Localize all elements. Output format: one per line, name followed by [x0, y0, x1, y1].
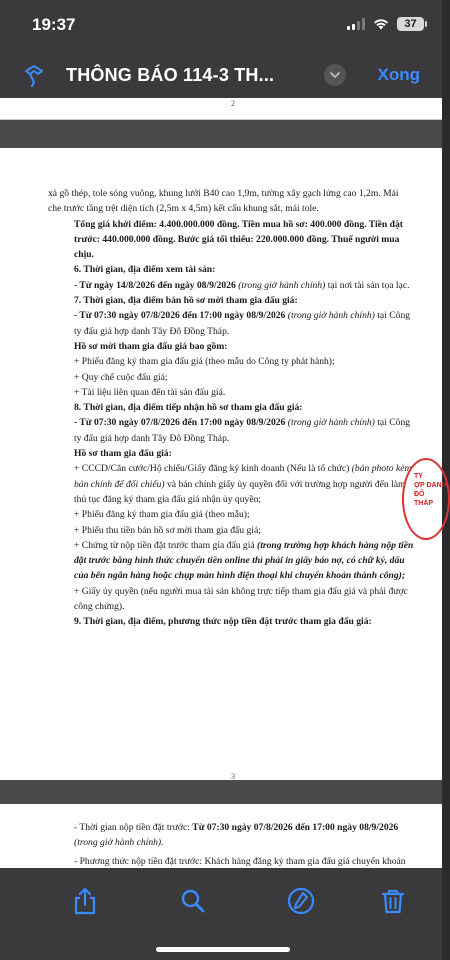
pdf-page-3	[0, 148, 447, 781]
pdf-page-2	[0, 98, 442, 120]
back-logo-icon[interactable]	[20, 62, 48, 90]
done-button[interactable]: Xong	[377, 65, 420, 84]
home-indicator	[156, 947, 290, 952]
paragraph-deposit-method: - Phương thức nộp tiền đặt trước: Khách hàng đăng ký tham gia đấu giá chuyển khoản	[74, 855, 406, 867]
list-item: + Chứng từ nộp tiền đặt trước tham gia đấu giá (trong trường hợp khách hàng nộp tiền đặt trước bằng hình thức chuyển tiền online thì phải in giấy báo nợ, có chữ ký, dấu của bên ngân hàng hoặc chụp màn hình điện thoại khi chuyển khoản thành công);	[74, 539, 414, 582]
markup-icon[interactable]	[286, 886, 316, 916]
stamp-text: TY	[414, 473, 423, 480]
list-item: + Giấy ủy quyền (nếu người mua tài sản không trực tiếp tham gia đấu giá và phải được công chứng).	[74, 585, 408, 613]
list-item: + Phiếu đăng ký tham gia đấu giá (theo mẫu do Công ty phát hành);	[74, 356, 335, 368]
search-icon[interactable]	[178, 886, 208, 916]
status-bar	[0, 0, 442, 54]
paragraph-deposit-time: - Thời gian nộp tiền đặt trước: Từ 07:30 ngày 07/8/2026 đến 17:00 ngày 08/9/2026 (trong giờ hành chính).	[74, 822, 399, 849]
section-8-title: 8. Thời gian, địa điểm tiếp nhận hồ sơ tham gia đấu giá:	[74, 402, 303, 414]
signal-icon	[347, 18, 365, 30]
navigation-bar	[0, 54, 442, 98]
section-7-text: - Từ 07:30 ngày 07/8/2026 đến 17:00 ngày 08/9/2026 (trong giờ hành chính) tại Công ty đấu giá hợp danh Tây Đô Đồng Tháp.	[74, 310, 411, 337]
company-stamp	[402, 458, 450, 540]
wifi-icon	[373, 18, 389, 30]
section-8-docs-title: Hồ sơ tham gia đấu giá:	[74, 448, 172, 460]
bottom-toolbar	[0, 868, 442, 960]
document-title[interactable]: THÔNG BÁO 114-3 TH...	[66, 65, 275, 85]
list-item: + Tài liệu liên quan đến tài sản đấu giá.	[74, 386, 226, 398]
stamp-text: ĐÔ	[414, 491, 425, 498]
list-item: + CCCD/Căn cước/Hộ chiếu/Giấy đăng ký kinh doanh (Nếu là tổ chức) (bản photo kèm bản chính để đối chiếu) và bản chính giấy ủy quyền đối với trường hợp người đến làm thủ tục đăng ký tham gia đấu giá nhận ủy quyền;	[74, 463, 412, 505]
stamp-text: ỢP DANH	[414, 482, 447, 489]
battery-icon: 37	[397, 17, 424, 31]
paragraph-price: Tổng giá khởi điểm: 4.400.000.000 đồng. Tiền mua hồ sơ: 400.000 đồng. Tiền đặt trước: 440.000.000 đồng. Bước giá tối thiểu: 220.000.000 đồng. Thuế người mua chịu.	[74, 218, 403, 261]
status-icons	[347, 17, 424, 31]
list-item: + Phiếu đăng ký tham gia đấu giá (theo mẫu);	[74, 509, 250, 521]
section-8-text: - Từ 07:30 ngày 07/8/2026 đến 17:00 ngày 08/9/2026 (trong giờ hành chính) tại Công ty đấu giá hợp danh Tây Đô Đồng Tháp.	[74, 417, 411, 444]
page-text	[48, 186, 414, 630]
document-viewer[interactable]	[0, 98, 447, 868]
page-number: 3	[231, 772, 235, 781]
paragraph-structure: xà gồ thép, tole sóng vuông, khung lưới B40 cao 1,9m, tường xây gạch lửng cao 1,2m. Mái che trước tầng trệt diện tích (2,5m x 4,5m) kết cấu khung sắt, mái tole.	[48, 188, 399, 215]
page-number: 2	[231, 99, 235, 108]
list-item: + Phiếu thu tiền bán hồ sơ mời tham gia đấu giá;	[74, 524, 261, 536]
section-7-title: 7. Thời gian, địa điểm bán hồ sơ mời tham gia đấu giá:	[74, 295, 298, 307]
section-6-text: - Từ ngày 14/8/2026 đến ngày 08/9/2026 (trong giờ hành chính) tại nơi tài sản tọa lạc.	[74, 279, 410, 291]
status-time: 19:37	[32, 15, 76, 34]
section-9-title: 9. Thời gian, địa điểm, phương thức nộp tiền đặt trước tham gia đấu giá:	[74, 616, 372, 628]
list-item: + Quy chế cuộc đấu giá;	[74, 371, 168, 383]
section-6-title: 6. Thời gian, địa điểm xem tài sản:	[74, 264, 216, 276]
title-menu-button[interactable]	[324, 64, 346, 86]
stamp-text: THÁP	[414, 500, 434, 507]
trash-icon[interactable]	[378, 886, 408, 916]
chevron-down-icon	[324, 64, 346, 86]
section-7-docs-title: Hồ sơ mời tham gia đấu giá bao gồm:	[74, 340, 228, 352]
share-icon[interactable]	[70, 886, 100, 916]
